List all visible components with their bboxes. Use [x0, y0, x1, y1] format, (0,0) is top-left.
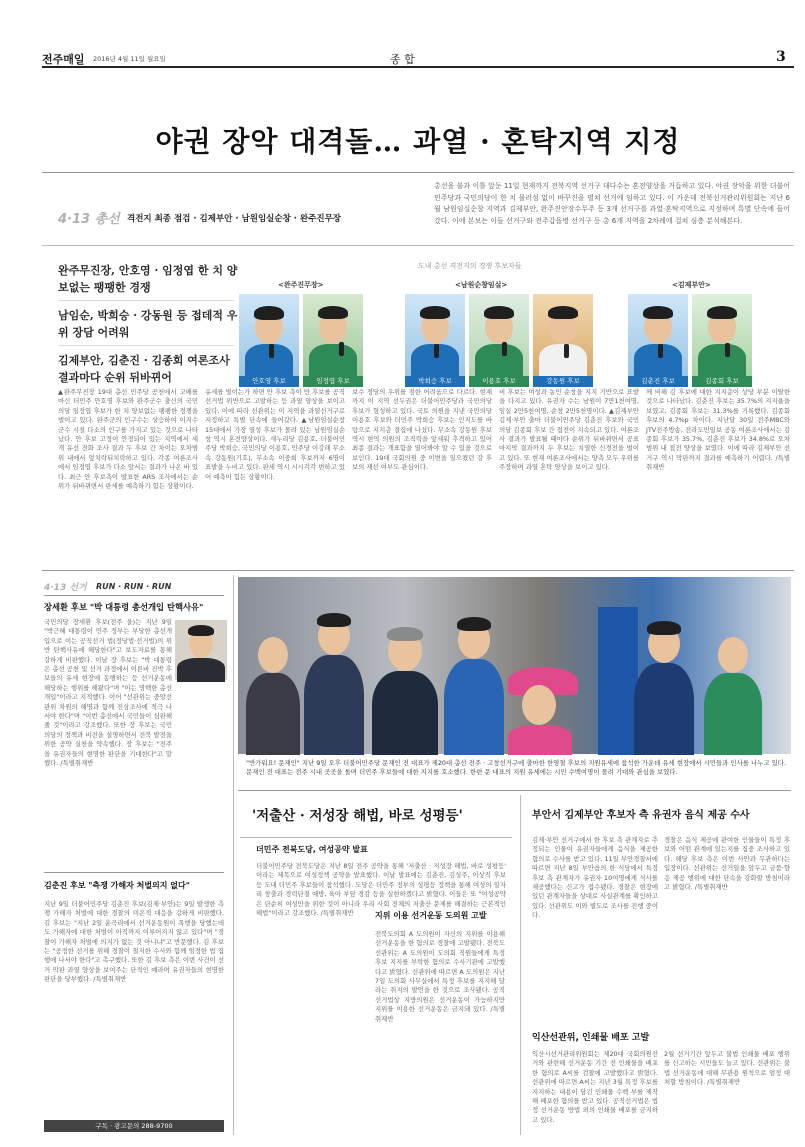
intro-rule — [42, 245, 794, 246]
subhead-gimje: 김제부안, 김춘진 · 김종회 여론조사결과마다 순위 뒤바뀌어 — [58, 354, 230, 384]
candidate-photo-kang — [533, 294, 593, 376]
candidate-name-kang: 강동원 후보 — [533, 376, 593, 387]
br-body4: 2월 선거기간 앞두고 불법 인쇄물 배포 행위를 신고하는 시민들도 늘고 있다. 선관위는 불법 선거운동에 대해 무관용 원칙으로 엄정 대처할 방침이다. /특별취재반 — [664, 1050, 790, 1087]
rrr-divider — [44, 872, 224, 873]
photo-bottom-rule — [238, 790, 791, 791]
br-body1: 김제·부안 선거구에서 한 후보 측 관계자로 추정되는 인물이 유권자들에게 음식을 제공한 혐의로 수사를 받고 있다. 11일 부안경찰서에 따르면 지난 8일 부안읍의 한 식당에서 특정 후보 측 관계자가 유권자 10여명에게 식사를 제공했다는 신고가 접수됐다. 경찰은 현장에 있던 관계자들을 상대로 사실관계를 확인하고 있다. 선관위도 이와 별도로 조사를 진행 중이다. — [532, 836, 658, 920]
bm-headline: '저출산 · 저성장 해법, 바로 성평등' — [252, 808, 463, 824]
masthead-page: 3 — [776, 49, 786, 65]
masthead-date: 2016년 4월 11일 월요일 — [93, 55, 166, 63]
candidate-name-kim-jh: 김종회 후보 — [692, 376, 752, 387]
bm-body1: 더불어민주당 전북도당은 지난 8일 전주 공약을 통해 '저출산 · 저성장 해법, 바로 성평등' 이라는 제목으로 여성정책 공약을 발표했다. 이날 발표에는 김춘진, 김성주, 이상직 후보 등 도내 더민주 후보들이 참석했다. 도당은 더민주 정부의 성평등 정책을 통해 여성의 일자리 창출과 경력단절 예방, 육아 부담 경감 등을 실현하겠다고 밝혔다. 이들은 또 "여성공약은 단순히 여성만을 위한 것이 아니라 우리 사회 전체의 저출산 문제를 해결하는 근본적인 해법"이라고 강조했다. /특별취재반 — [256, 862, 506, 918]
photo-caption: "반가워요! 문재인" 지난 9일 오후 더불어민주당 문재인 전 대표가 제20대 총선 전주 · 고창선거구에 출마한 한영철 후보의 지원유세에 참석한 가운데 유세 현장에서 시민들과 인사를 나누고 있다. 문재인 전 대표는 전주 시내 곳곳을 돌며 더민주 후보들에 대한 지지를 호소했다. 한편 문 대표의 지원 유세에는 시민 수백여명이 몰려 기대와 관심을 보였다. — [246, 759, 786, 777]
bm-subhead1: 더민주 전북도당, 여성공약 발표 — [256, 845, 368, 854]
article-column-3: 보수 정당의 우위를 점한 어려움으로 다르다. 현재까지 이 지역 선두권은 더불어민주당과 국민의당 후보가 형성하고 있다. 국토 의원을 지낸 국민의당 이용호 후보와 더민주 박희승 후보는 인지도를 바탕으로 지지층 결집에 나섰다. 무소속 강동원 후보 역시 현역 의원의 조직력을 앞세워 추격하고 있어 최종 결과는 개표함을 열어봐야 알 수 있을 것으로 보인다. 19대 국회의원 중 이변을 일으켰던 강 후보의 재선 여부도 관심이다. — [352, 388, 492, 472]
masthead-rule — [42, 66, 794, 68]
moon-rally-photo — [238, 577, 791, 754]
masthead — [0, 0, 805, 70]
article-column-4: 비 후보는 여성과 농민 순창을 지지 기반으로 표밭을 다지고 있다. 유권자 수는 남원이 7만1천여명, 임실 2만5천여명, 순창 2만5천명이다. ▲김제부안 김제·부안 출마 더불어민주당 김춘진 후보와 국민의당 김종회 후보 간 접전이 지속되고 있다. 여론조사 결과가 발표될 때마다 순위가 뒤바뀌면서 공표 마지막 결과까지 두 후보는 치열한 신경전을 벌이고 있다. 또 현재 여론조사에서는 양측 모두 우위를 주장하며 과열 혼탁 양상을 보이고 있다. — [499, 388, 639, 472]
subhead-divider-1 — [58, 300, 234, 301]
br-body2: 경찰은 음식 제공에 관여한 인물들이 특정 후보와 어떤 관계에 있는지를 집중 조사하고 있다. 해당 후보 측은 이번 사안과 무관하다는 입장이다. 선관위는 선거일을 앞두고 금품·향응 제공 행위에 대한 단속을 강화할 방침이라고 밝혔다. /특별취재반 — [664, 836, 790, 892]
rrr-series: RUN · RUN · RUN — [96, 582, 172, 591]
section-tag: 4·13 총선 — [58, 212, 120, 227]
candidate-name-lee: 이용호 후보 — [469, 376, 529, 387]
candidate-name-lim: 임정엽 후보 — [303, 376, 363, 387]
masthead-section: 종 합 — [390, 53, 415, 66]
candidate-photo-kim-cj — [628, 294, 688, 376]
intro-text: 총선을 불과 이틀 앞둔 11일 현재까지 전북지역 선거구 대다수는 혼전양상을 거듭하고 있다. 야권 장악을 위한 더불어민주당과 국민의당이 한 치 물러섬 없이 바꾸진을 펼쳐 선거에 임하고 있다. 이 가운데 전북선거관리위원회는 지난 6월 남원임실순창 지역과 김제부안, 완주진안장수무주 등 3개 선거구를 과열·혼탁지역으로 지정하며 특별 단속에 들어갔다. 이에 본보는 이들 선거구와 전주갑을병 선거구 등 총 6개 지역을 2차례에 걸쳐 심층 분석해본다. — [434, 182, 790, 225]
group-label-wanju: <완주진무장> — [278, 281, 324, 289]
rrr-portrait — [175, 620, 227, 680]
candidate-photo-an — [239, 294, 299, 376]
br-body3: 익산시선거관리위원회는 제20대 국회의원선거와 관련해 선거운동 기간 전 인쇄물을 배포한 혐의로 A씨를 검찰에 고발했다고 밝혔다. 선관위에 따르면 A씨는 지난 3월 특정 후보를 지지하는 내용이 담긴 인쇄물 수백 부를 제작해 배포한 혐의를 받고 있다. 공직선거법은 법정 선거운동 방법 외의 인쇄물 배포를 금지하고 있다. — [532, 1050, 658, 1124]
rrr-body: 국민의당 장세환 후보(전주 을)는 지난 9일 "박근혜 대통령이 민주 정부는 부당한 총선개입으로 이는 공직선거 법(정당법·선거법)의 위반 탄핵사유에 해당한다"고 보도자료를 통해 강하게 비판했다. 이날 장 후보는 "박 대통령은 총선 공천 및 선거 과정에서 이른바 진박 후보들의 유세 현장에 동행하는 등 선거운동에 해당하는 행위를 해왔다"며 "이는 명백한 총선 개입"이라고 지적했다. 이어 "선관위는 중앙선관위 차원의 해명과 함께 진상조사에 적극 나서야 한다"며 "이번 총선에서 국민들이 심판해줄 것"이라고 강조했다. 또한 장 후보는 국민의당의 정책과 비전을 설명하면서 전북 발전을 위한 공약 실천을 약속했다. 장 후보는 "전주을 유권자들의 현명한 판단을 기대한다"고 말했다. /특별취재반 — [44, 618, 172, 768]
rrr-subhead: 김춘진 후보 "측쟁 가해자 처벌의지 없다" — [44, 880, 190, 890]
candidate-photo-lim — [303, 294, 363, 376]
top-section-rule — [42, 570, 794, 571]
candidate-name-an: 안호영 후보 — [239, 376, 299, 387]
headline-rule — [42, 172, 794, 173]
column-divider-right — [520, 795, 521, 1135]
rrr-body2: 지난 9일 더불어민주당 김춘진 후보(김제·부안)는 9일 발생한 측쟁 가해자 처벌에 대한 경찰의 미온적 대응을 강하게 비판했다. 김 후보는 "지난 2일 운곡리에서 선거운동원이 폭행을 당했는데도 가해자에 대한 처벌이 아직까지 이루어지지 않고 있다"며 "경찰이 가해자 처벌에 의지가 없는 것 아니냐"고 반문했다. 김 후보는 "공정한 선거를 위해 경찰이 철저한 수사와 함께 엄정한 법 집행에 나서야 한다"고 촉구했다. 또한 김 후보 측은 이번 사건이 선거 막판 과열 양상을 보여주는 단적인 예라며 유권자들의 현명한 판단을 당부했다. /특별취재반 — [44, 900, 224, 984]
section-subtitle: 격전지 최종 점검 · 김제부안 · 남원임실순창 · 완주진무장 — [127, 214, 342, 224]
bm-body2: 전북도의회 A 도의원이 자신의 지위를 이용해 선거운동을 한 혐의로 경찰에 고발됐다. 전북도선관위는 A 도의원이 도의회 직원들에게 특정 후보 지지를 부탁한 혐의로 수사기관에 고발했다고 밝혔다. 선관위에 따르면 A 도의원은 지난 7일 도의회 사무실에서 특정 후보를 지지해 달라는 취지의 발언을 한 것으로 조사됐다. 공직선거법상 지방의원은 선거운동이 가능하지만 지위를 이용한 선거운동은 금지돼 있다. /특별취재반 — [375, 930, 505, 1023]
candidate-photo-kim-jh — [692, 294, 752, 376]
group-label-gimje: <김제부안> — [672, 281, 711, 289]
candidate-photo-park — [405, 294, 465, 376]
article-column-1: ▲완주무진장 19대 총선 민주당 공천에서 고배를 마신 더민주 안호영 후보와 완주군수 출신의 국민의당 임정엽 후보가 한 치 양보없는 팽팽한 경쟁을 벌이고 있다. 완주군의 인구수는 상승하여 이지수 군수 시절 다소의 인구를 가지고 있는 것으로 나타났다. 안 후보 고정이 안정되어 있는 지역에서 세 개 유선 전화 조사 결과 두 후보 간 차이는 오차범위 내에서 엎치락뒤치락하고 있다. 각종 여론조사에서 임정엽 후보가 다소 앞서는 결과가 나온 바 있다. 최근 안 후보측이 발표한 ARS 조사에서는 순위가 뒤바뀌면서 판세를 예측하기 힘든 상황이다. — [58, 388, 198, 491]
rrr-footer: 구독 · 광고문의 288-9700 — [44, 1120, 224, 1132]
candidate-name-park: 박희승 후보 — [405, 376, 465, 387]
rrr-rule — [44, 595, 224, 596]
rrr-tag: 4·13 선거 — [44, 583, 87, 593]
br-subhead: 익산선관위, 인쇄물 배포 고발 — [532, 1033, 650, 1043]
bm-subhead2: 지위 이용 선거운동 도의원 고발 — [375, 911, 487, 920]
subhead-divider-2 — [58, 345, 234, 346]
bm-body1-cont — [256, 906, 364, 1116]
candidate-photo-lee — [469, 294, 529, 376]
masthead-paper: 전주매일 — [42, 53, 85, 66]
column-divider-left — [233, 575, 234, 1135]
article-column-5: 께 비해 김 후보에 대한 지지층이 상당 부분 이탈한 것으로 나타났다. 김춘진 후보는 35.7%의 지지율을 보였고, 김종회 후보는 31.3%를 기록했다. 김종회 후보의 4.7%p 차이다. 지난달 30일 전주MBC와 JTV전주방송, 전라도민일보 공동 여론조사에서는 김종회 후보가 35.7%, 김춘진 후보가 34.8%로 오차범위 내 접전 양상을 보였다. 이에 따라 김제부안 선거구 역시 막판까지 결과를 예측하기 어렵다. /특별취재반 — [646, 388, 790, 472]
group-label-namwon: <남원순창임실> — [455, 281, 508, 289]
photo-caption-box — [238, 757, 791, 787]
bm-headline-rule — [240, 837, 512, 838]
photo-band-title: 도내 총선 격전지의 경쟁 후보자들 — [418, 262, 522, 270]
candidate-name-kim-cj: 김춘진 후보 — [628, 376, 688, 387]
main-headline: 야권 장악 대격돌… 과열 · 혼탁지역 지정 — [155, 125, 681, 158]
subhead-wanju: 완주무진장, 안호영 · 임정엽 한 치 양보없는 팽팽한 경쟁 — [58, 264, 238, 294]
subhead-namwon: 남임순, 박희승 · 강동원 등 접데적 우위 장담 어려워 — [58, 309, 238, 339]
rrr-headline: 장세환 후보 "박 대통령 총선개입 탄핵사유" — [44, 602, 204, 612]
article-column-2: 유세를 벌이는가 하면 안 후보 측이 만 후보를 공직선거법 위반으로 고발하는 등 과열 양상을 보이고 있다. 이에 따라 선관위는 이 지역을 과열선거구로 지정하고 특별 단속에 들어갔다. ▲남원임실순창 15대에서 가장 열성 후보가 몰려 있는 남원임실순창 역시 혼전양상이다. 새누리당 김용호, 더불어민주당 박희승, 국민의당 이용호, 민주당 이강래 무소속 강동원(기호), 무소속 이중희 후보까지 6명이 표밭을 누비고 있다. 판세 역시 시시각각 변하고 있어 예측이 힘든 상황이다. — [205, 388, 345, 481]
br-headline: 부안서 김제부안 후보자 측 유권자 음식 제공 수사 — [532, 810, 750, 821]
